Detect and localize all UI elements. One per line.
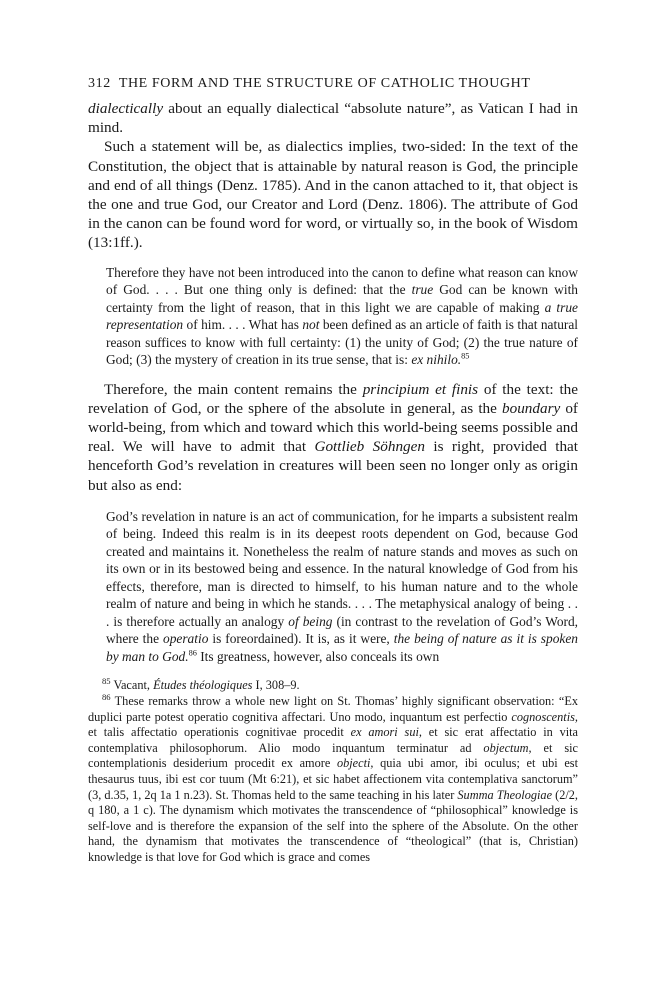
footnote-ref-85: 85 bbox=[461, 351, 470, 361]
running-header bbox=[88, 76, 578, 92]
block-quote-sohngen: God’s revelation in nature is an act of communication, for he imparts a subsistent realm of being. Indeed this realm is in its deepest roots dependent on God, because God created and maintains it. Nonetheless the realm of nature stands and moves as such on its own or in its bestowed being and essence. In the natural knowledge of God from his effects, therefore, man is directed to himself, to his human nature and to the whole realm of nature and being in which he stands. . . . The metaphysical analogy of being . . . is therefore actually an analogy of being (in contrast to the revelation of God’s Word, where the operatio is foreordained). It is, as it were, the being of nature as it is spoken by man to God.$^{86}$ Its greatness, however, also conceals its own bbox=[106, 508, 579, 664]
footnote-86: $^{86}$ These remarks throw a whole new light on St. Thomas’ highly significant observation: “Ex duplici parte potest operatio cognitiva affectari. Uno modo, inquantum est perfectio cognoscentis, et talis affectatio operationis cognitivae procedit ex amori sui, et sic erat affectatio in vita contemplativa philosophorum. Alio modo inquantum terminatur ad objectum, et sic contemplationis desiderium procedit ex amore objecti, quia ubi amor, ibi oculus; et ubi est thesaurus tuus, ibi est cor tuum (Mt 6:21), et sic habet affectionem vita contemplativa sanctorum” (3, d.35, 1, 2q 1a 1 n.23). St. Thomas held to the same teaching in his later Summa Theologiae (2/2, q 180, a 1 c). The dynamism which motivates the transcendence of “philosophical” knowledge is self-love and is therefore the expansion of the self into the sphere of the Absolute. On the other hand, the dynamism that motivates the transcendence of “theological” (that is, Christian) knowledge is that love for God which is grace and comes bbox=[88, 691, 579, 864]
paragraph-continuation: dialectically about an equally dialectical “absolute nature”, as Vatican I had in mind. bbox=[88, 100, 578, 137]
footnote-ref-86: 86 bbox=[188, 648, 197, 658]
book-page bbox=[88, 76, 578, 865]
paragraph-two-sided-statement: Such a statement will be, as dialectics implies, two-sided: In the text of the Constitution, the object that is attainable by natural reason is God, the principle and end of all things (Denz. 1785). And in the canon attached to it, that object is the one and true God, our Creator and Lord (Denz. 1806). The attribute of God in the canon can be found word for word, or virtually so, in the book of Wisdom (13:1ff.). bbox=[88, 138, 578, 252]
page-number: 312 bbox=[88, 76, 111, 91]
block-quote-canon: Therefore they have not been introduced into the canon to define what reason can know of God. . . . But one thing only is defined: that the true God can be known with certainty from the light of reason, that in this light we are capable of making a true representation of him. . . . What has not been defined as an article of faith is that natural reason suffices to know with full certainty: (1) the unity of God; (2) the true nature of God; (3) the mystery of creation in its true sense, that is: ex nihilo.$^{85}$ bbox=[106, 264, 579, 368]
paragraph-main-content: Therefore, the main content remains the principium et finis of the text: the revelation of God, or the sphere of the absolute in general, as the boundary of world-being, from which and toward which this world-being seems possible and real. We will have to admit that Gottlieb Söhngen is right, provided that henceforth God’s revelation in creatures will been seen no longer only as origin but also as end: bbox=[88, 380, 578, 494]
footnotes bbox=[88, 678, 578, 865]
running-title: THE FORM AND THE STRUCTURE OF CATHOLIC THOUGHT bbox=[118, 76, 531, 91]
footnote-85: $^{85}$ Vacant, Études théologiques I, 308–9. bbox=[102, 676, 300, 693]
